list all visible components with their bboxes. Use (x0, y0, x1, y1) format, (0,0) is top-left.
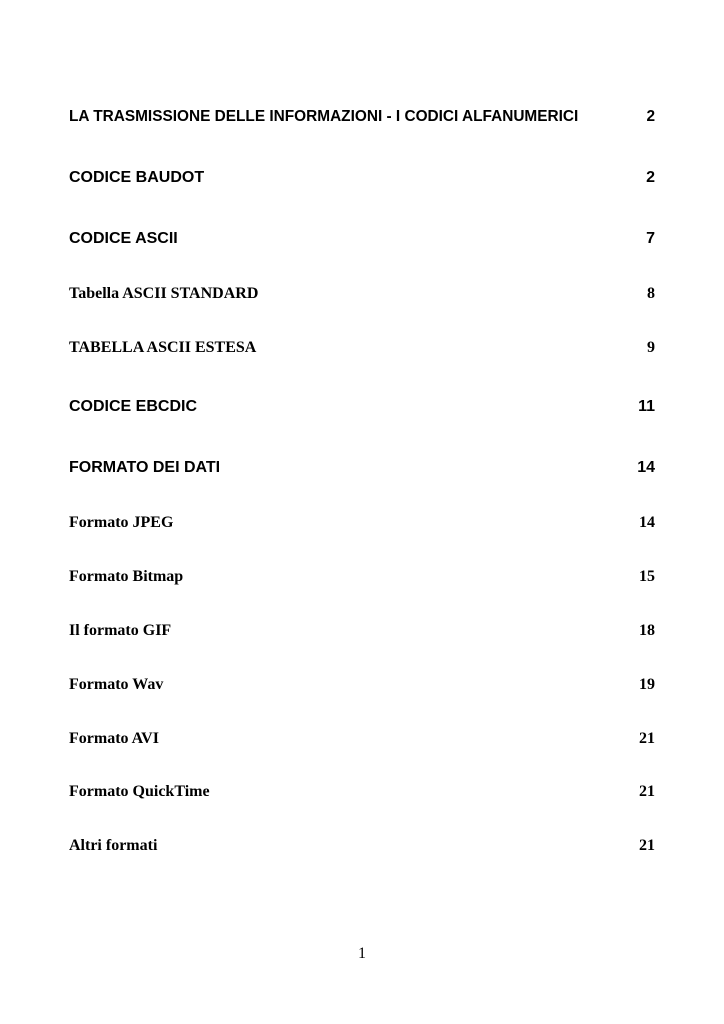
toc-entry-title: Formato Wav (69, 676, 164, 693)
toc-entry-page: 8 (647, 285, 655, 302)
toc-entry-title: Formato Bitmap (69, 568, 184, 585)
toc-entry[interactable] (69, 108, 655, 126)
toc-entry-title: Formato AVI (69, 730, 159, 747)
toc-entry-title: Altri formati (69, 837, 158, 854)
toc-entry[interactable] (69, 398, 655, 416)
toc-entry-page: 18 (639, 622, 655, 639)
toc-entry-page: 19 (639, 676, 655, 693)
toc-entry-page: 14 (637, 459, 655, 476)
toc-entry-title: TABELLA ASCII ESTESA (69, 339, 257, 356)
page-number: 1 (358, 945, 366, 962)
toc-entry-page: 9 (647, 339, 655, 356)
toc-entry-page: 2 (646, 108, 655, 125)
toc-entry-page: 15 (639, 568, 655, 585)
toc-entry[interactable] (69, 230, 655, 248)
toc-entry-page: 21 (639, 730, 655, 747)
toc-entry-title: Formato JPEG (69, 514, 174, 531)
toc-entry-title: Tabella ASCII STANDARD (69, 285, 259, 302)
toc-entry[interactable] (69, 285, 655, 303)
toc-entry[interactable] (69, 730, 655, 748)
toc-entry-title: CODICE BAUDOT (69, 169, 205, 186)
toc-entry-title: LA TRASMISSIONE DELLE INFORMAZIONI - I CODICI ALFANUMERICI (69, 108, 579, 125)
toc-entry-title: Il formato GIF (69, 622, 172, 639)
toc-entry[interactable] (69, 676, 655, 694)
toc-entry-page: 21 (639, 837, 655, 854)
toc-entry[interactable] (69, 459, 655, 477)
table-of-contents (69, 0, 655, 1024)
toc-entry[interactable] (69, 169, 655, 187)
toc-entry-page: 7 (646, 230, 655, 247)
toc-entry-page: 21 (639, 783, 655, 800)
toc-entry[interactable] (69, 568, 655, 586)
toc-entry[interactable] (69, 339, 655, 357)
toc-entry-page: 2 (646, 169, 655, 186)
toc-entry[interactable] (69, 783, 655, 801)
toc-entry-title: FORMATO DEI DATI (69, 459, 221, 476)
toc-entry-title: CODICE EBCDIC (69, 398, 198, 415)
toc-entry-page: 11 (638, 398, 655, 415)
toc-entry-page: 14 (639, 514, 655, 531)
toc-entry[interactable] (69, 837, 655, 855)
toc-entry-title: Formato QuickTime (69, 783, 210, 800)
toc-entry[interactable] (69, 514, 655, 532)
toc-entry[interactable] (69, 622, 655, 640)
toc-entry-title: CODICE ASCII (69, 230, 178, 247)
